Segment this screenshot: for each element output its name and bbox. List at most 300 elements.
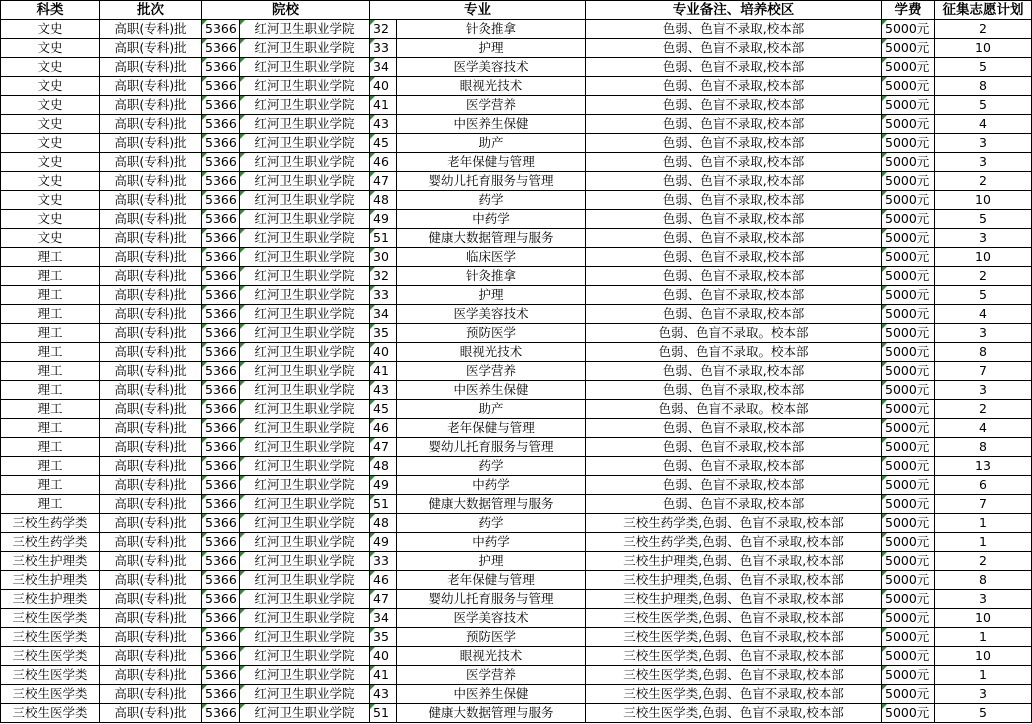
remarks-cell: 色弱、色盲不录取,校本部 [586, 248, 882, 267]
table-row [1, 666, 1032, 685]
batch-cell: 高职(专科)批 [100, 115, 202, 134]
subject-cell: 理工 [1, 343, 100, 362]
fee-cell: 5000元 [882, 286, 935, 305]
fee-cell: 5000元 [882, 552, 935, 571]
batch-cell: 高职(专科)批 [100, 666, 202, 685]
school-name-cell: 红河卫生职业学院 [240, 134, 370, 153]
remarks-cell: 色弱、色盲不录取,校本部 [586, 381, 882, 400]
header-school: 院校 [202, 1, 370, 20]
subject-cell: 文史 [1, 191, 100, 210]
fee-cell: 5000元 [882, 609, 935, 628]
plan-cell: 4 [935, 305, 1032, 324]
fee-cell: 5000元 [882, 704, 935, 723]
table-row [1, 343, 1032, 362]
remarks-cell: 三校生护理类,色弱、色盲不录取,校本部 [586, 552, 882, 571]
school-name-cell: 红河卫生职业学院 [240, 324, 370, 343]
school-code-cell: 5366 [202, 552, 240, 571]
major-code-cell: 30 [370, 248, 397, 267]
major-code-cell: 51 [370, 704, 397, 723]
major-name-cell: 中医养生保健 [397, 381, 586, 400]
plan-cell: 2 [935, 20, 1032, 39]
major-code-cell: 33 [370, 39, 397, 58]
table-row [1, 39, 1032, 58]
major-code-cell: 46 [370, 419, 397, 438]
plan-cell: 3 [935, 381, 1032, 400]
major-name-cell: 老年保健与管理 [397, 571, 586, 590]
fee-cell: 5000元 [882, 419, 935, 438]
major-name-cell: 医学营养 [397, 666, 586, 685]
plan-cell: 10 [935, 609, 1032, 628]
table-row [1, 115, 1032, 134]
fee-cell: 5000元 [882, 248, 935, 267]
major-name-cell: 护理 [397, 39, 586, 58]
fee-cell: 5000元 [882, 58, 935, 77]
table-row [1, 267, 1032, 286]
school-name-cell: 红河卫生职业学院 [240, 590, 370, 609]
table-row [1, 590, 1032, 609]
fee-cell: 5000元 [882, 134, 935, 153]
subject-cell: 三校生医学类 [1, 647, 100, 666]
table-row [1, 533, 1032, 552]
batch-cell: 高职(专科)批 [100, 476, 202, 495]
table-row [1, 381, 1032, 400]
subject-cell: 理工 [1, 362, 100, 381]
major-code-cell: 33 [370, 552, 397, 571]
school-name-cell: 红河卫生职业学院 [240, 267, 370, 286]
table-row [1, 96, 1032, 115]
school-code-cell: 5366 [202, 39, 240, 58]
batch-cell: 高职(专科)批 [100, 210, 202, 229]
school-code-cell: 5366 [202, 267, 240, 286]
header-major: 专业 [370, 1, 586, 20]
school-name-cell: 红河卫生职业学院 [240, 438, 370, 457]
major-code-cell: 48 [370, 514, 397, 533]
table-row [1, 704, 1032, 723]
school-name-cell: 红河卫生职业学院 [240, 305, 370, 324]
school-name-cell: 红河卫生职业学院 [240, 476, 370, 495]
school-code-cell: 5366 [202, 438, 240, 457]
major-name-cell: 护理 [397, 286, 586, 305]
batch-cell: 高职(专科)批 [100, 153, 202, 172]
table-row [1, 628, 1032, 647]
table-row [1, 419, 1032, 438]
remarks-cell: 三校生药学类,色弱、色盲不录取,校本部 [586, 533, 882, 552]
school-code-cell: 5366 [202, 115, 240, 134]
plan-cell: 7 [935, 495, 1032, 514]
school-code-cell: 5366 [202, 191, 240, 210]
major-code-cell: 41 [370, 362, 397, 381]
school-name-cell: 红河卫生职业学院 [240, 210, 370, 229]
subject-cell: 理工 [1, 495, 100, 514]
subject-cell: 理工 [1, 248, 100, 267]
school-name-cell: 红河卫生职业学院 [240, 172, 370, 191]
school-code-cell: 5366 [202, 248, 240, 267]
batch-cell: 高职(专科)批 [100, 96, 202, 115]
major-name-cell: 针灸推拿 [397, 20, 586, 39]
table-row [1, 609, 1032, 628]
fee-cell: 5000元 [882, 267, 935, 286]
subject-cell: 理工 [1, 324, 100, 343]
batch-cell: 高职(专科)批 [100, 704, 202, 723]
remarks-cell: 色弱、色盲不录取,校本部 [586, 77, 882, 96]
major-name-cell: 中药学 [397, 476, 586, 495]
subject-cell: 文史 [1, 153, 100, 172]
table-row [1, 552, 1032, 571]
remarks-cell: 色弱、色盲不录取,校本部 [586, 438, 882, 457]
subject-cell: 三校生医学类 [1, 609, 100, 628]
batch-cell: 高职(专科)批 [100, 229, 202, 248]
plan-cell: 6 [935, 476, 1032, 495]
batch-cell: 高职(专科)批 [100, 39, 202, 58]
fee-cell: 5000元 [882, 533, 935, 552]
major-code-cell: 47 [370, 172, 397, 191]
batch-cell: 高职(专科)批 [100, 286, 202, 305]
major-code-cell: 48 [370, 457, 397, 476]
plan-cell: 5 [935, 286, 1032, 305]
major-name-cell: 医学美容技术 [397, 58, 586, 77]
fee-cell: 5000元 [882, 514, 935, 533]
fee-cell: 5000元 [882, 115, 935, 134]
major-name-cell: 药学 [397, 514, 586, 533]
school-code-cell: 5366 [202, 704, 240, 723]
school-name-cell: 红河卫生职业学院 [240, 229, 370, 248]
major-name-cell: 婴幼儿托育服务与管理 [397, 438, 586, 457]
fee-cell: 5000元 [882, 210, 935, 229]
remarks-cell: 色弱、色盲不录取,校本部 [586, 20, 882, 39]
batch-cell: 高职(专科)批 [100, 305, 202, 324]
fee-cell: 5000元 [882, 400, 935, 419]
remarks-cell: 色弱、色盲不录取。校本部 [586, 343, 882, 362]
subject-cell: 理工 [1, 381, 100, 400]
subject-cell: 文史 [1, 229, 100, 248]
fee-cell: 5000元 [882, 305, 935, 324]
plan-cell: 1 [935, 628, 1032, 647]
plan-cell: 1 [935, 666, 1032, 685]
major-code-cell: 51 [370, 495, 397, 514]
header-plan: 征集志愿计划 [935, 1, 1032, 20]
school-code-cell: 5366 [202, 685, 240, 704]
plan-cell: 8 [935, 343, 1032, 362]
school-code-cell: 5366 [202, 172, 240, 191]
batch-cell: 高职(专科)批 [100, 552, 202, 571]
plan-cell: 10 [935, 647, 1032, 666]
remarks-cell: 色弱、色盲不录取,校本部 [586, 419, 882, 438]
batch-cell: 高职(专科)批 [100, 58, 202, 77]
table-row [1, 685, 1032, 704]
school-name-cell: 红河卫生职业学院 [240, 381, 370, 400]
school-code-cell: 5366 [202, 96, 240, 115]
major-name-cell: 医学美容技术 [397, 609, 586, 628]
remarks-cell: 色弱、色盲不录取,校本部 [586, 457, 882, 476]
fee-cell: 5000元 [882, 590, 935, 609]
remarks-cell: 三校生护理类,色弱、色盲不录取,校本部 [586, 590, 882, 609]
remarks-cell: 色弱、色盲不录取,校本部 [586, 191, 882, 210]
plan-cell: 1 [935, 533, 1032, 552]
subject-cell: 三校生医学类 [1, 685, 100, 704]
major-name-cell: 临床医学 [397, 248, 586, 267]
table-row [1, 229, 1032, 248]
school-code-cell: 5366 [202, 286, 240, 305]
remarks-cell: 色弱、色盲不录取。校本部 [586, 324, 882, 343]
batch-cell: 高职(专科)批 [100, 77, 202, 96]
fee-cell: 5000元 [882, 96, 935, 115]
fee-cell: 5000元 [882, 476, 935, 495]
fee-cell: 5000元 [882, 324, 935, 343]
fee-cell: 5000元 [882, 495, 935, 514]
school-name-cell: 红河卫生职业学院 [240, 571, 370, 590]
major-code-cell: 48 [370, 191, 397, 210]
fee-cell: 5000元 [882, 153, 935, 172]
batch-cell: 高职(专科)批 [100, 172, 202, 191]
major-name-cell: 健康大数据管理与服务 [397, 495, 586, 514]
school-code-cell: 5366 [202, 324, 240, 343]
major-name-cell: 健康大数据管理与服务 [397, 704, 586, 723]
school-code-cell: 5366 [202, 229, 240, 248]
batch-cell: 高职(专科)批 [100, 324, 202, 343]
table-row [1, 77, 1032, 96]
header-fee: 学费 [882, 1, 935, 20]
remarks-cell: 三校生医学类,色弱、色盲不录取,校本部 [586, 628, 882, 647]
school-name-cell: 红河卫生职业学院 [240, 20, 370, 39]
remarks-cell: 三校生医学类,色弱、色盲不录取,校本部 [586, 704, 882, 723]
plan-cell: 10 [935, 39, 1032, 58]
major-code-cell: 34 [370, 305, 397, 324]
remarks-cell: 色弱、色盲不录取,校本部 [586, 39, 882, 58]
remarks-cell: 色弱、色盲不录取,校本部 [586, 96, 882, 115]
table-row [1, 191, 1032, 210]
plan-cell: 3 [935, 590, 1032, 609]
remarks-cell: 色弱、色盲不录取,校本部 [586, 286, 882, 305]
major-code-cell: 41 [370, 96, 397, 115]
school-code-cell: 5366 [202, 571, 240, 590]
fee-cell: 5000元 [882, 457, 935, 476]
batch-cell: 高职(专科)批 [100, 533, 202, 552]
major-name-cell: 眼视光技术 [397, 77, 586, 96]
table-row [1, 324, 1032, 343]
school-name-cell: 红河卫生职业学院 [240, 647, 370, 666]
major-code-cell: 49 [370, 533, 397, 552]
school-name-cell: 红河卫生职业学院 [240, 533, 370, 552]
remarks-cell: 三校生医学类,色弱、色盲不录取,校本部 [586, 647, 882, 666]
major-code-cell: 33 [370, 286, 397, 305]
major-name-cell: 中医养生保健 [397, 115, 586, 134]
plan-cell: 8 [935, 77, 1032, 96]
major-code-cell: 47 [370, 438, 397, 457]
fee-cell: 5000元 [882, 628, 935, 647]
table-row [1, 457, 1032, 476]
major-name-cell: 健康大数据管理与服务 [397, 229, 586, 248]
plan-cell: 4 [935, 419, 1032, 438]
school-name-cell: 红河卫生职业学院 [240, 96, 370, 115]
table-row [1, 305, 1032, 324]
remarks-cell: 色弱、色盲不录取。校本部 [586, 400, 882, 419]
remarks-cell: 色弱、色盲不录取,校本部 [586, 58, 882, 77]
remarks-cell: 色弱、色盲不录取,校本部 [586, 134, 882, 153]
table-row [1, 400, 1032, 419]
major-code-cell: 43 [370, 381, 397, 400]
subject-cell: 三校生医学类 [1, 666, 100, 685]
major-name-cell: 医学营养 [397, 96, 586, 115]
header-batch: 批次 [100, 1, 202, 20]
batch-cell: 高职(专科)批 [100, 571, 202, 590]
major-code-cell: 35 [370, 628, 397, 647]
subject-cell: 文史 [1, 20, 100, 39]
batch-cell: 高职(专科)批 [100, 609, 202, 628]
batch-cell: 高职(专科)批 [100, 267, 202, 286]
major-name-cell: 预防医学 [397, 324, 586, 343]
remarks-cell: 色弱、色盲不录取,校本部 [586, 172, 882, 191]
plan-cell: 5 [935, 704, 1032, 723]
school-code-cell: 5366 [202, 495, 240, 514]
plan-cell: 4 [935, 115, 1032, 134]
fee-cell: 5000元 [882, 685, 935, 704]
major-code-cell: 34 [370, 58, 397, 77]
major-code-cell: 40 [370, 77, 397, 96]
school-name-cell: 红河卫生职业学院 [240, 514, 370, 533]
plan-cell: 5 [935, 58, 1032, 77]
batch-cell: 高职(专科)批 [100, 381, 202, 400]
remarks-cell: 三校生护理类,色弱、色盲不录取,校本部 [586, 571, 882, 590]
fee-cell: 5000元 [882, 362, 935, 381]
fee-cell: 5000元 [882, 343, 935, 362]
remarks-cell: 色弱、色盲不录取,校本部 [586, 210, 882, 229]
fee-cell: 5000元 [882, 666, 935, 685]
remarks-cell: 色弱、色盲不录取,校本部 [586, 267, 882, 286]
subject-cell: 文史 [1, 58, 100, 77]
school-name-cell: 红河卫生职业学院 [240, 400, 370, 419]
school-code-cell: 5366 [202, 58, 240, 77]
major-name-cell: 助产 [397, 134, 586, 153]
batch-cell: 高职(专科)批 [100, 514, 202, 533]
fee-cell: 5000元 [882, 172, 935, 191]
plan-cell: 3 [935, 324, 1032, 343]
major-code-cell: 45 [370, 134, 397, 153]
batch-cell: 高职(专科)批 [100, 628, 202, 647]
plan-cell: 8 [935, 571, 1032, 590]
table-row [1, 210, 1032, 229]
major-code-cell: 41 [370, 666, 397, 685]
table-body [1, 20, 1032, 723]
major-name-cell: 药学 [397, 191, 586, 210]
major-name-cell: 老年保健与管理 [397, 153, 586, 172]
major-code-cell: 32 [370, 267, 397, 286]
school-name-cell: 红河卫生职业学院 [240, 115, 370, 134]
subject-cell: 理工 [1, 305, 100, 324]
school-name-cell: 红河卫生职业学院 [240, 343, 370, 362]
major-code-cell: 40 [370, 343, 397, 362]
major-code-cell: 49 [370, 210, 397, 229]
school-code-cell: 5366 [202, 514, 240, 533]
batch-cell: 高职(专科)批 [100, 457, 202, 476]
school-code-cell: 5366 [202, 457, 240, 476]
subject-cell: 理工 [1, 400, 100, 419]
plan-cell: 3 [935, 134, 1032, 153]
plan-cell: 1 [935, 514, 1032, 533]
school-code-cell: 5366 [202, 609, 240, 628]
school-name-cell: 红河卫生职业学院 [240, 286, 370, 305]
major-code-cell: 49 [370, 476, 397, 495]
subject-cell: 三校生药学类 [1, 514, 100, 533]
table-row [1, 495, 1032, 514]
batch-cell: 高职(专科)批 [100, 438, 202, 457]
subject-cell: 文史 [1, 96, 100, 115]
school-code-cell: 5366 [202, 210, 240, 229]
major-code-cell: 40 [370, 647, 397, 666]
batch-cell: 高职(专科)批 [100, 590, 202, 609]
subject-cell: 三校生医学类 [1, 704, 100, 723]
school-code-cell: 5366 [202, 134, 240, 153]
major-code-cell: 35 [370, 324, 397, 343]
major-name-cell: 眼视光技术 [397, 343, 586, 362]
table-row [1, 362, 1032, 381]
major-name-cell: 中药学 [397, 210, 586, 229]
subject-cell: 文史 [1, 172, 100, 191]
subject-cell: 三校生护理类 [1, 552, 100, 571]
plan-cell: 3 [935, 153, 1032, 172]
batch-cell: 高职(专科)批 [100, 248, 202, 267]
table-row [1, 58, 1032, 77]
school-name-cell: 红河卫生职业学院 [240, 191, 370, 210]
plan-cell: 13 [935, 457, 1032, 476]
school-code-cell: 5366 [202, 647, 240, 666]
major-name-cell: 药学 [397, 457, 586, 476]
school-name-cell: 红河卫生职业学院 [240, 77, 370, 96]
major-name-cell: 婴幼儿托育服务与管理 [397, 172, 586, 191]
remarks-cell: 三校生医学类,色弱、色盲不录取,校本部 [586, 685, 882, 704]
school-name-cell: 红河卫生职业学院 [240, 495, 370, 514]
subject-cell: 理工 [1, 438, 100, 457]
school-name-cell: 红河卫生职业学院 [240, 248, 370, 267]
table-row [1, 248, 1032, 267]
batch-cell: 高职(专科)批 [100, 191, 202, 210]
plan-cell: 2 [935, 267, 1032, 286]
plan-cell: 7 [935, 362, 1032, 381]
subject-cell: 理工 [1, 457, 100, 476]
major-name-cell: 预防医学 [397, 628, 586, 647]
plan-cell: 8 [935, 438, 1032, 457]
batch-cell: 高职(专科)批 [100, 419, 202, 438]
major-name-cell: 中医养生保健 [397, 685, 586, 704]
remarks-cell: 色弱、色盲不录取,校本部 [586, 362, 882, 381]
subject-cell: 理工 [1, 419, 100, 438]
school-code-cell: 5366 [202, 400, 240, 419]
subject-cell: 文史 [1, 210, 100, 229]
subject-cell: 文史 [1, 134, 100, 153]
major-code-cell: 46 [370, 153, 397, 172]
major-name-cell: 眼视光技术 [397, 647, 586, 666]
major-name-cell: 老年保健与管理 [397, 419, 586, 438]
school-code-cell: 5366 [202, 628, 240, 647]
fee-cell: 5000元 [882, 20, 935, 39]
plan-cell: 2 [935, 172, 1032, 191]
school-name-cell: 红河卫生职业学院 [240, 552, 370, 571]
remarks-cell: 色弱、色盲不录取,校本部 [586, 476, 882, 495]
school-code-cell: 5366 [202, 419, 240, 438]
subject-cell: 三校生护理类 [1, 590, 100, 609]
plan-cell: 2 [935, 552, 1032, 571]
table-row [1, 286, 1032, 305]
plan-cell: 3 [935, 685, 1032, 704]
subject-cell: 理工 [1, 286, 100, 305]
major-code-cell: 34 [370, 609, 397, 628]
table-row [1, 514, 1032, 533]
school-name-cell: 红河卫生职业学院 [240, 362, 370, 381]
major-code-cell: 43 [370, 115, 397, 134]
batch-cell: 高职(专科)批 [100, 362, 202, 381]
batch-cell: 高职(专科)批 [100, 134, 202, 153]
subject-cell: 三校生医学类 [1, 628, 100, 647]
fee-cell: 5000元 [882, 77, 935, 96]
